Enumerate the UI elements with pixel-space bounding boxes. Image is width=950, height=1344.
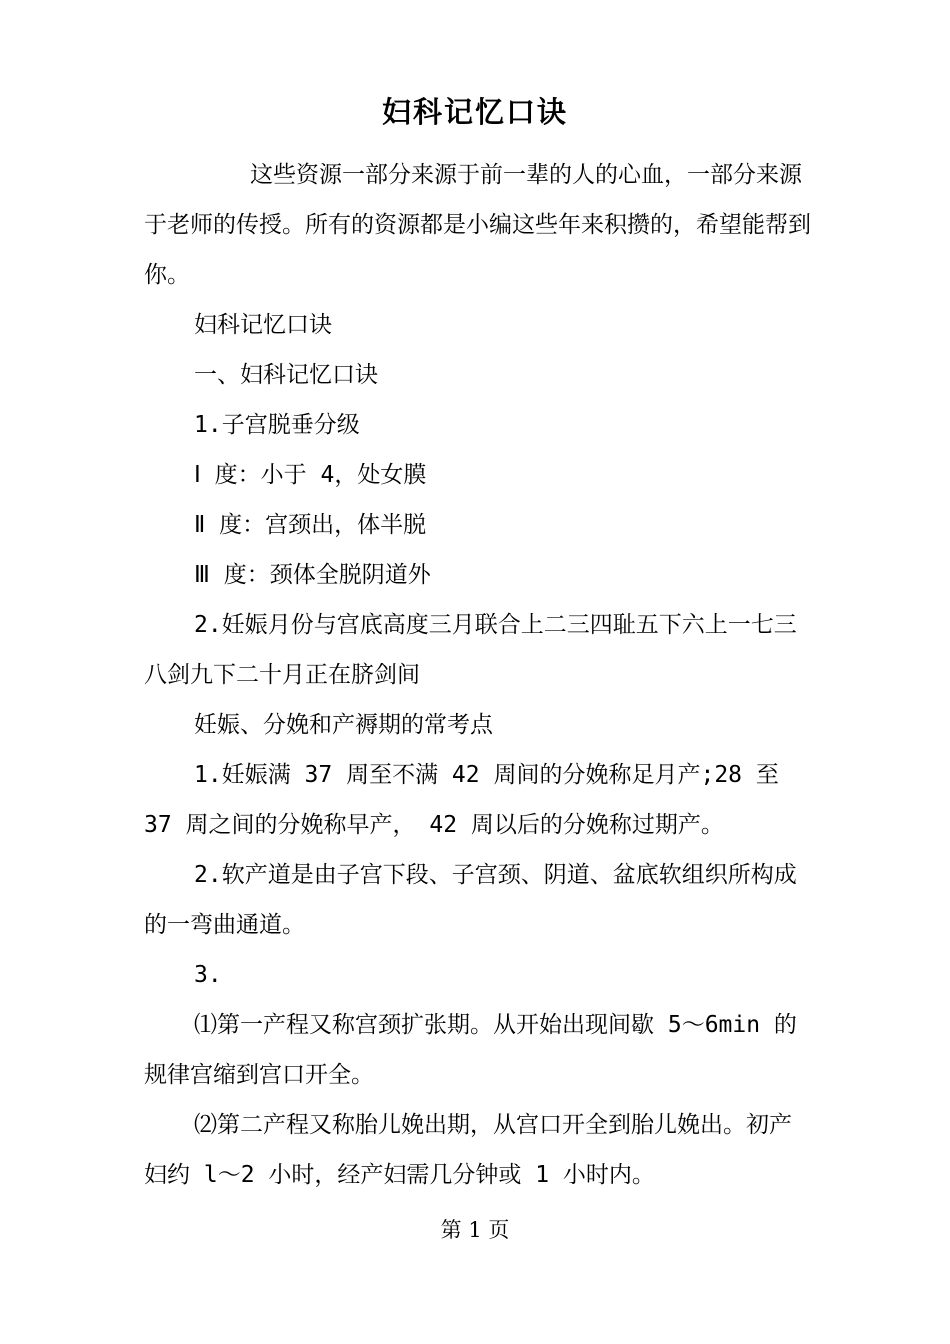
document-body (144, 150, 812, 1200)
grade-3-line: Ⅲ 度：颈体全脱阴道外 (194, 562, 431, 588)
section-heading-2: 妊娠、分娩和产褥期的常考点 (194, 712, 493, 738)
section-heading-1: 一、妇科记忆口诀 (194, 362, 378, 388)
page-number: 第 1 页 (440, 1218, 510, 1242)
heading-paragraph: 妇科记忆口诀 (194, 312, 332, 338)
item-2-paragraph: 2.妊娠月份与宫底高度三月联合上二三四耻五下六上一七三八剑九下二十月正在脐剑间 (144, 612, 797, 688)
intro-paragraph: 这些资源一部分来源于前一辈的人的心血，一部分来源于老师的传授。所有的资源都是小编这些年来积攒的，希望能帮到你。 (144, 162, 811, 288)
point-1-paragraph: 1.妊娠满 37 周至不满 42 周间的分娩称足月产;28 至 37 周之间的分娩称早产， 42 周以后的分娩称过期产。 (144, 762, 793, 838)
grade-1-line: Ⅰ 度：小于 4，处女膜 (194, 462, 427, 488)
grade-2-line: Ⅱ 度：宫颈出，体半脱 (194, 512, 427, 538)
page-title: 妇科记忆口诀 (381, 95, 568, 129)
item-1-title: 1.子宫脱垂分级 (194, 412, 360, 438)
stage-2-paragraph: ⑵第二产程又称胎儿娩出期，从宫口开全到胎儿娩出。初产妇约 l～2 小时，经产妇需几分钟或 1 小时内。 (144, 1112, 792, 1188)
point-3-label: 3. (194, 962, 222, 988)
point-2-paragraph: 2.软产道是由子宫下段、子宫颈、阴道、盆底软组织所构成的一弯曲通道。 (144, 862, 797, 938)
stage-1-paragraph: ⑴第一产程又称宫颈扩张期。从开始出现间歇 5～6min 的规律宫缩到宫口开全。 (144, 1012, 797, 1088)
